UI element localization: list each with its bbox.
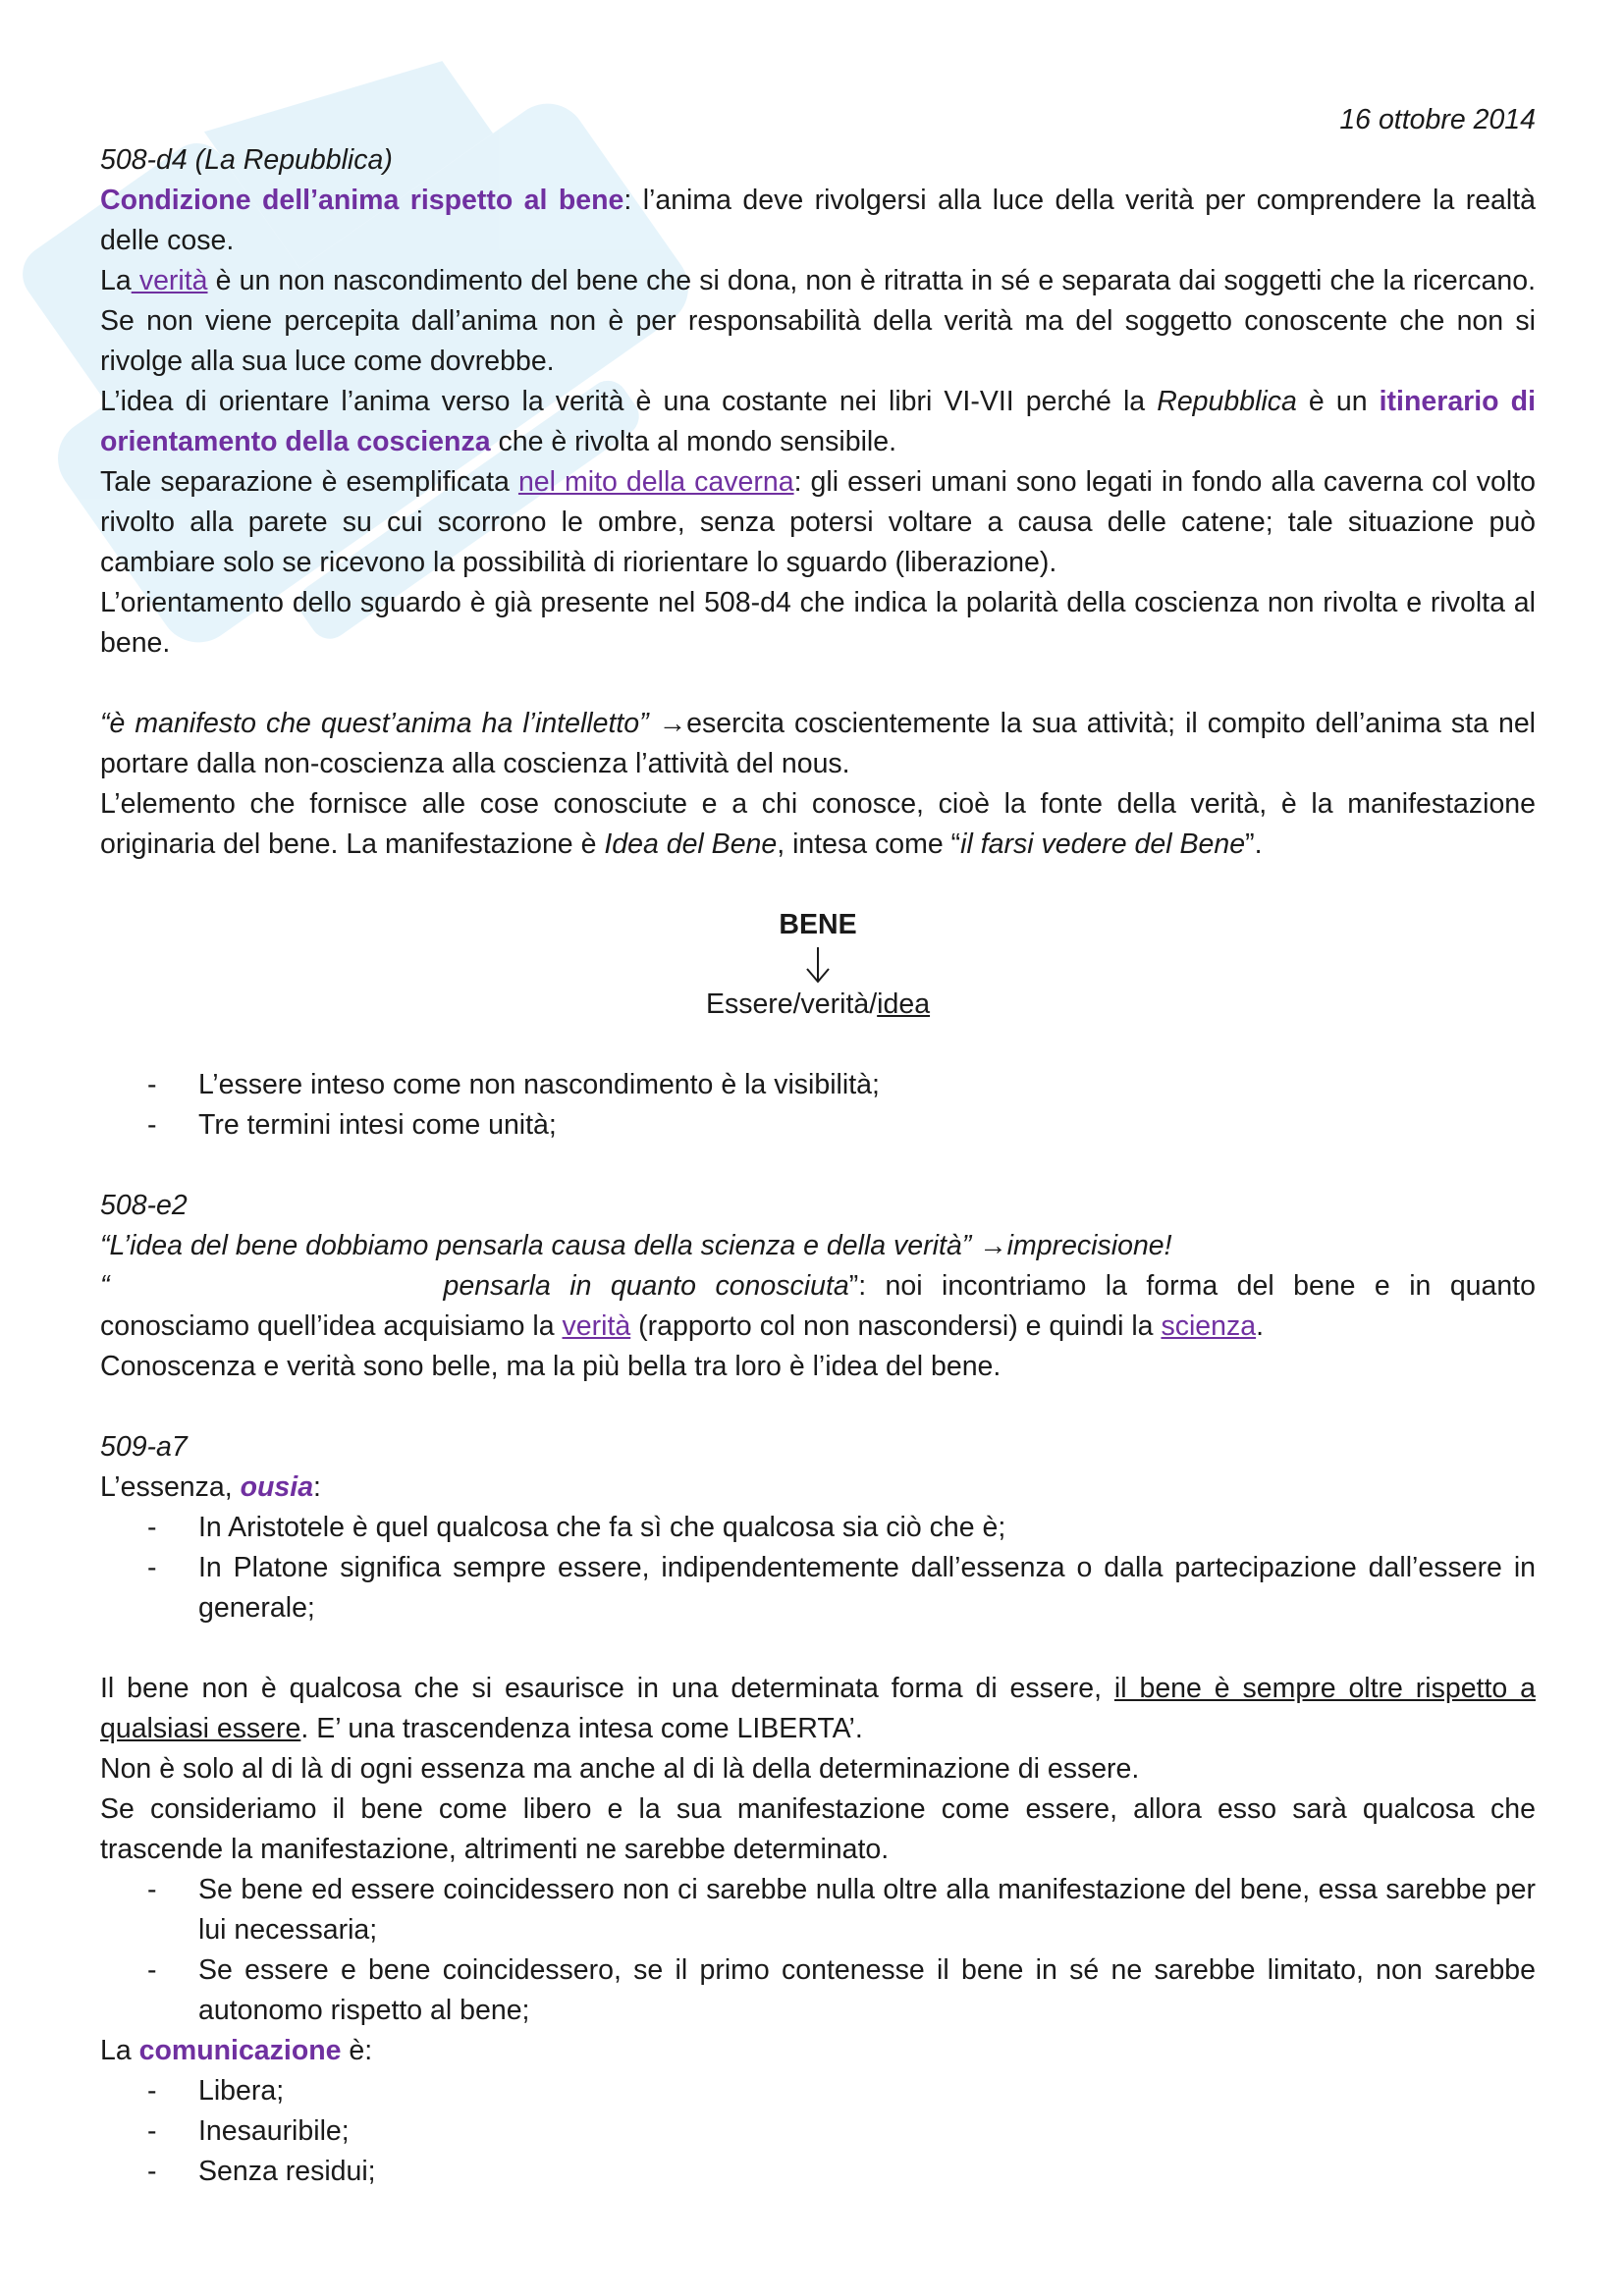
text-span: : l’anima deve rivolgersi alla luce della verità per comprendere la realtà delle cose.: [100, 185, 1537, 256]
paragraph-condizione: [100, 181, 1536, 261]
list-item-text: L’essere inteso come non nascondimento è la visibilità;: [198, 1069, 880, 1100]
list-coincidenza: [100, 1870, 1536, 2031]
paragraph-conosciuta: [100, 1266, 1536, 1347]
dash-bullet: -: [147, 1109, 157, 1141]
list-item-text: Se essere e bene coincidessero, se il primo contenesse il bene in sé ne sarebbe limitato, non sarebbe autonomo rispetto al bene;: [198, 1954, 1536, 2026]
list-essere: [100, 1065, 1536, 1146]
dash-bullet: -: [147, 1552, 157, 1583]
spacer: [100, 1629, 1536, 1669]
text-span: è un non nascondimento del bene che si dona, non è ritratta in sé e separata dai soggetti che la ricercano. Se non viene percepita dall’anima non è per responsabilità della verità ma del soggetto conoscente che non si rivolge alla sua luce come dovrebbe.: [100, 265, 1536, 377]
quote-intelletto: “è manifesto che quest’anima ha l’intelletto”: [100, 708, 649, 739]
paragraph-al-di-la: Non è solo al di là di ogni essenza ma anche al di là della determinazione di essere.: [100, 1753, 1140, 1785]
paragraph-sguardo: L’orientamento dello sguardo è già presente nel 508-d4 che indica la polarità della coscienza non rivolta e rivolta al bene.: [100, 587, 1536, 659]
paragraph-caverna: [100, 462, 1536, 583]
spacer: [100, 1387, 1536, 1427]
text-span: esercita coscientemente la sua attività; il compito dell’anima sta nel portare dalla non-coscienza alla coscienza l’attività del nous.: [100, 708, 1537, 779]
list-item: [100, 1950, 1536, 2031]
text-span: L’essenza,: [100, 1471, 241, 1503]
italic-idea-del-bene: Idea del Bene: [604, 828, 778, 860]
spacer: [100, 1025, 1536, 1065]
text-span: è:: [341, 2035, 373, 2066]
dash-bullet: -: [147, 2115, 157, 2147]
list-item: [100, 2152, 1536, 2192]
section-ref-508-e2: 508-e2: [100, 1190, 188, 1221]
quote-causa-scienza: “L’idea del bene dobbiamo pensarla causa della scienza e della verità”: [100, 1230, 972, 1261]
paragraph-libero: Se consideriamo il bene come libero e la sua manifestazione come essere, allora esso sarà qualcosa che trascende la manifestazione, altrimenti ne sarebbe determinato.: [100, 1793, 1536, 1865]
text-span: Essere/verità/: [705, 988, 878, 1020]
dash-bullet: -: [147, 2075, 157, 2107]
list-item: [100, 1105, 1536, 1146]
paragraph-comunicazione: [100, 2031, 1536, 2071]
ditto-quote-mark: “: [100, 1270, 110, 1302]
link-verita-2[interactable]: verità: [562, 1310, 631, 1342]
list-essenza: [100, 1508, 1536, 1629]
paragraph-idea-bene: [100, 784, 1536, 865]
underline-idea: idea: [877, 988, 931, 1020]
text-span: che è rivolta al mondo sensibile.: [490, 426, 897, 457]
italic-conosciuta: pensarla in quanto conosciuta: [443, 1270, 849, 1302]
paragraph-essenza: [100, 1468, 1536, 1508]
spacer: [100, 664, 1536, 704]
document-page: [100, 100, 1536, 2192]
paragraph-causa-scienza: [100, 1226, 1536, 1266]
link-scienza[interactable]: scienza: [1161, 1310, 1257, 1342]
paragraph-conoscenza: Conoscenza e verità sono belle, ma la più bella tra loro è l’idea del bene.: [100, 1351, 1001, 1382]
arrow-right-icon: →: [979, 1230, 1007, 1261]
text-span: ”: noi incontriamo la forma del bene e in quanto conosciamo quell’idea acquisiamo la: [100, 1270, 1536, 1342]
text-span: ”.: [1245, 828, 1263, 860]
underline-bene-oltre: il bene è sempre oltre rispetto a qualsiasi essere: [100, 1673, 1536, 1744]
text-span: Il bene non è qualcosa che si esaurisce in una determinata forma di essere,: [100, 1673, 1114, 1704]
spacer: [100, 865, 1536, 905]
list-item-text: Inesauribile;: [198, 2115, 350, 2147]
dash-bullet: -: [147, 1874, 157, 1905]
list-item-text: Senza residui;: [198, 2156, 376, 2187]
text-span: , intesa come “: [777, 828, 961, 860]
list-item: [100, 1870, 1536, 1950]
link-verita[interactable]: verità: [131, 265, 208, 296]
dash-bullet: -: [147, 1512, 157, 1543]
text-span: La: [100, 2035, 139, 2066]
paragraph-bene-oltre: [100, 1669, 1536, 1749]
italic-farsi-vedere: il farsi vedere del Bene: [960, 828, 1246, 860]
spacer: [100, 1146, 1536, 1186]
highlight-itinerario: itinerario di orientamento della coscienza: [100, 386, 1536, 457]
paragraph-verita: [100, 261, 1536, 382]
list-item: [100, 1508, 1536, 1548]
text-span: imprecisione!: [1006, 1230, 1172, 1261]
arrow-right-icon: →: [658, 708, 687, 739]
text-span: .: [1256, 1310, 1265, 1342]
section-ref-509-a7: 509-a7: [100, 1431, 188, 1463]
text-span: La: [100, 265, 132, 296]
list-item: [100, 2071, 1536, 2111]
italic-repubblica: Repubblica: [1157, 386, 1297, 417]
highlight-ousia: ousia: [240, 1471, 314, 1503]
highlight-comunicazione: comunicazione: [138, 2035, 342, 2066]
diagram-bene-label: BENE: [779, 909, 857, 940]
list-item: [100, 1548, 1536, 1629]
paragraph-intelletto: [100, 704, 1536, 784]
list-item-text: Se bene ed essere coincidessero non ci sarebbe nulla oltre alla manifestazione del bene, essa sarebbe per lui necessaria;: [198, 1874, 1536, 1946]
link-mito-caverna[interactable]: nel mito della caverna: [517, 466, 794, 498]
list-item-text: In Platone significa sempre essere, indipendentemente dall’essenza o dalla partecipazione dall’essere in generale;: [198, 1552, 1536, 1624]
text-span: . E’ una trascendenza intesa come LIBERTA’.: [300, 1713, 863, 1744]
list-item-text: In Aristotele è quel qualcosa che fa sì che qualcosa sia ciò che è;: [198, 1512, 1006, 1543]
list-item: [100, 1065, 1536, 1105]
text-span: L’elemento che fornisce alle cose conosciute e a chi conosce, cioè la fonte della verità, è la manifestazione originaria del bene. La manifestazione è: [100, 788, 1536, 860]
text-span: L’idea di orientare l’anima verso la verità è una costante nei libri VI-VII perché la: [100, 386, 1158, 417]
text-span: (rapporto col non nascondersi) e quindi la: [630, 1310, 1162, 1342]
list-item-text: Tre termini intesi come unità;: [198, 1109, 557, 1141]
arrow-down-icon: [803, 945, 833, 985]
list-item: [100, 2111, 1536, 2152]
paragraph-orientamento: [100, 382, 1536, 462]
list-comunicazione: [100, 2071, 1536, 2192]
dash-bullet: -: [147, 1069, 157, 1100]
text-span: :: [313, 1471, 321, 1503]
section-ref-508-d4: 508-d4 (La Repubblica): [100, 144, 393, 176]
highlight-condizione: Condizione dell’anima rispetto al bene: [100, 185, 624, 216]
document-date: 16 ottobre 2014: [1339, 104, 1536, 135]
diagram-essere-verita-idea: [100, 985, 1536, 1025]
text-span: : gli esseri umani sono legati in fondo alla caverna col volto rivolto alla parete su cui scorrono le ombre, senza potersi voltare a causa delle catene; tale situazione può cambiare solo se ricevono la possibilità di riorientare lo sguardo (liberazione).: [100, 466, 1536, 578]
text-span: è un: [1296, 386, 1380, 417]
list-item-text: Libera;: [198, 2075, 285, 2107]
text-span: Tale separazione è esemplificata: [100, 466, 518, 498]
dash-bullet: -: [147, 1954, 157, 1986]
dash-bullet: -: [147, 2156, 157, 2187]
